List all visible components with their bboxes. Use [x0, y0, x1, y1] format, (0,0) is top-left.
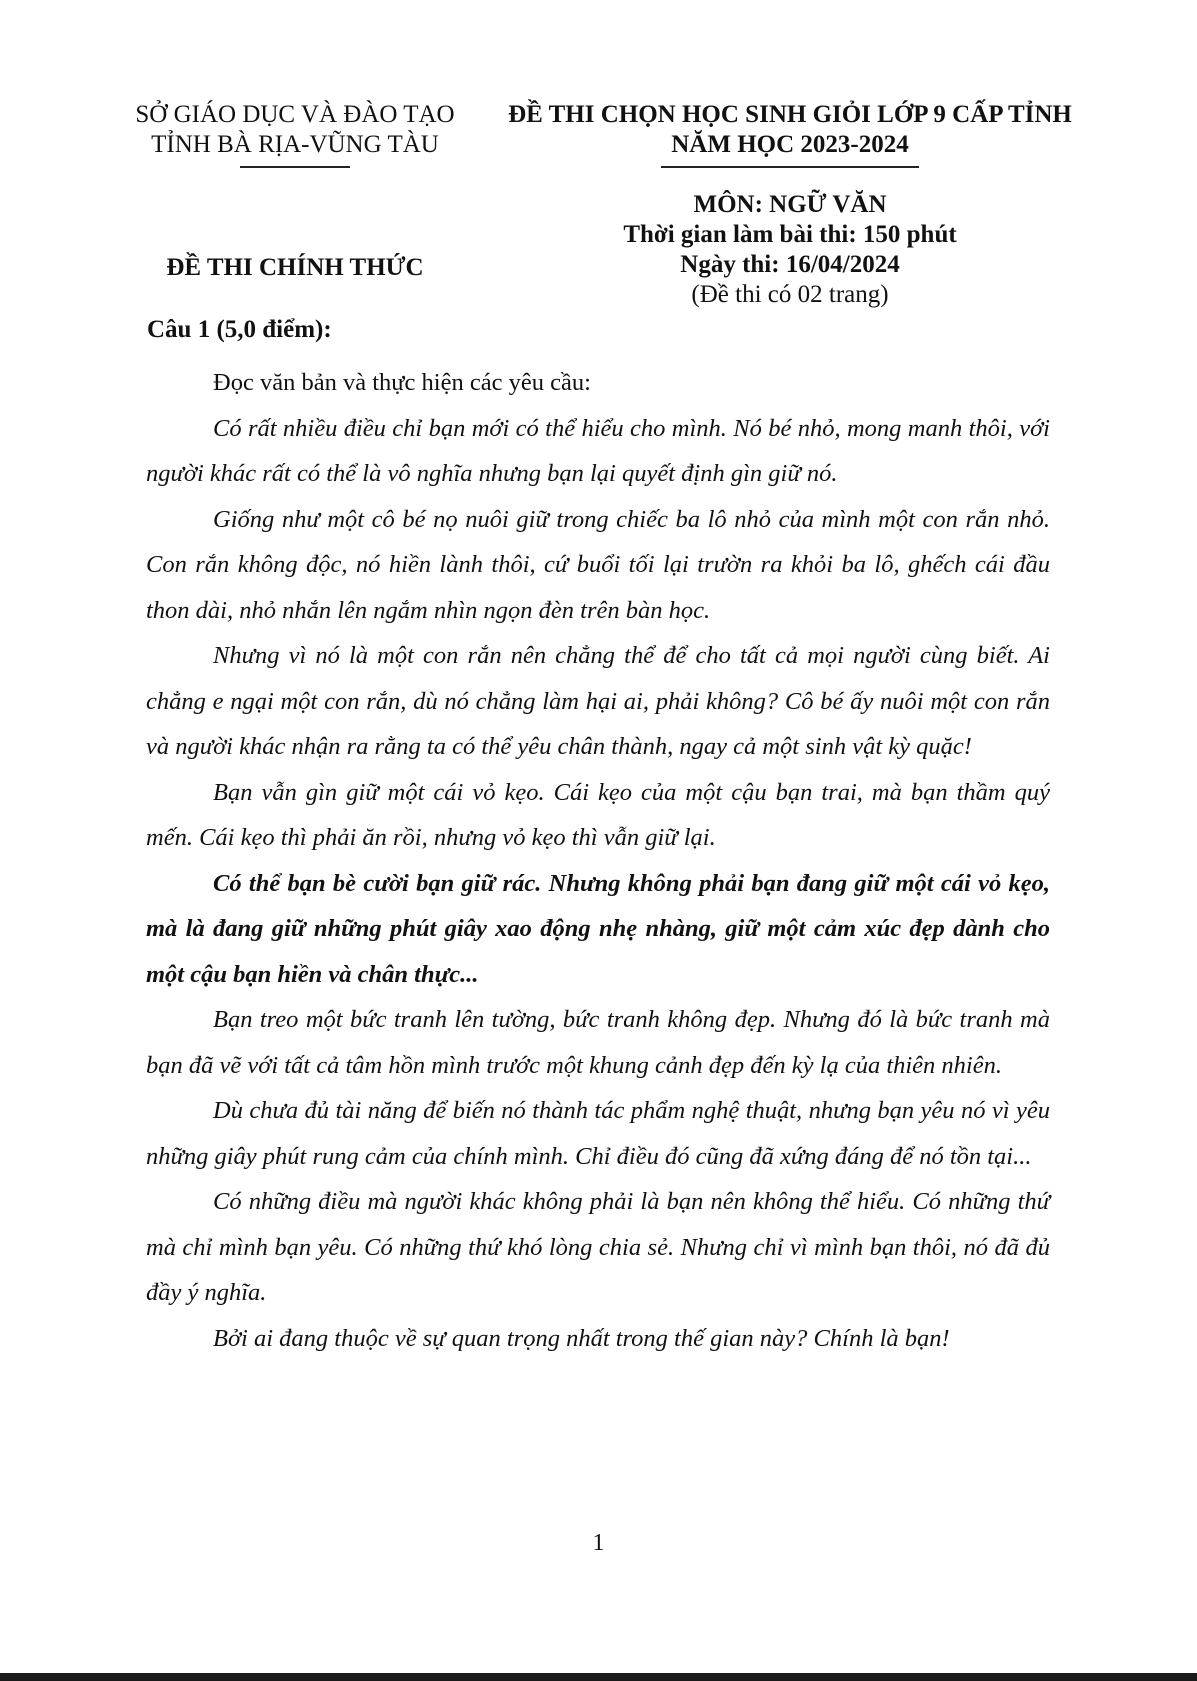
exam-title-header	[480, 100, 1100, 168]
department-name: SỞ GIÁO DỤC VÀ ĐÀO TẠO	[135, 101, 455, 128]
question-title: Câu 1 (5,0 điểm):	[147, 316, 332, 343]
school-year: NĂM HỌC 2023-2024	[671, 131, 909, 158]
passage-paragraph: Có những điều mà người khác không phải là bạn nên không thể hiểu. Có những thứ mà chỉ mình bạn yêu. Có những thứ khó lòng chia sẻ. Nhưng chỉ vì mình bạn thôi, nó đã đủ đầy ý nghĩa.	[146, 1188, 1050, 1306]
department-header	[110, 100, 480, 168]
subject-label: MÔN: NGỮ VĂN	[693, 191, 887, 218]
page-number: 1	[592, 1530, 605, 1556]
official-exam-label: ĐỀ THI CHÍNH THỨC	[166, 254, 424, 281]
duration-label: Thời gian làm bài thi: 150 phút	[623, 221, 957, 248]
instruction-text: Đọc văn bản và thực hiện các yêu cầu:	[213, 369, 591, 396]
reading-passage	[146, 360, 1050, 1361]
passage-paragraph: Bạn treo một bức tranh lên tường, bức tranh không đẹp. Nhưng đó là bức tranh mà bạn đã vẽ với tất cả tâm hồn mình trước một khung cảnh đẹp đến kỳ lạ của thiên nhiên.	[146, 1006, 1050, 1079]
exam-date-label: Ngày thi: 16/04/2024	[680, 251, 900, 278]
passage-paragraph: Nhưng vì nó là một con rắn nên chẳng thể để cho tất cả mọi người cùng biết. Ai chẳng e ngại một con rắn, dù nó chẳng làm hại ai, phải không? Cô bé ấy nuôi một con rắn và người khác nhận ra rằng ta có thể yêu chân thành, ngay cả một sinh vật kỳ quặc!	[146, 642, 1050, 760]
passage-paragraph: Có rất nhiều điều chỉ bạn mới có thể hiểu cho mình. Nó bé nhỏ, mong manh thôi, với người khác rất có thể là vô nghĩa nhưng bạn lại quyết định gìn giữ nó.	[146, 414, 1050, 487]
passage-paragraph-emphasized: Có thể bạn bè cười bạn giữ rác. Nhưng không phải bạn đang giữ một cái vỏ kẹo, mà là đang giữ những phút giây xao động nhẹ nhàng, giữ một cảm xúc đẹp dành cho một cậu bạn hiền và chân thực...	[146, 869, 1050, 988]
exam-title: ĐỀ THI CHỌN HỌC SINH GIỎI LỚP 9 CẤP TỈNH	[508, 101, 1072, 128]
exam-info	[560, 190, 1020, 310]
passage-paragraph: Bạn vẫn gìn giữ một cái vỏ kẹo. Cái kẹo của một cậu bạn trai, mà bạn thầm quý mến. Cái kẹo thì phải ăn rồi, nhưng vỏ kẹo thì vẫn giữ lại.	[146, 778, 1050, 851]
page-count-note: (Đề thi có 02 trang)	[691, 281, 889, 308]
scan-edge-strip	[0, 1673, 1197, 1681]
title-underline	[661, 166, 919, 168]
province-name: TỈNH BÀ RỊA-VŨNG TÀU	[151, 131, 439, 158]
passage-paragraph: Bởi ai đang thuộc về sự quan trọng nhất trong thế gian này? Chính là bạn!	[213, 1324, 950, 1352]
department-underline	[240, 166, 350, 168]
passage-paragraph: Dù chưa đủ tài năng để biến nó thành tác phẩm nghệ thuật, nhưng bạn yêu nó vì yêu những giây phút rung cảm của chính mình. Chỉ điều đó cũng đã xứng đáng để nó tồn tại...	[146, 1097, 1050, 1170]
passage-paragraph: Giống như một cô bé nọ nuôi giữ trong chiếc ba lô nhỏ của mình một con rắn nhỏ. Con rắn không độc, nó hiền lành thôi, cứ buổi tối lại trườn ra khỏi ba lô, ghếch cái đầu thon dài, nhỏ nhắn lên ngắm nhìn ngọn đèn trên bàn học.	[146, 505, 1050, 624]
